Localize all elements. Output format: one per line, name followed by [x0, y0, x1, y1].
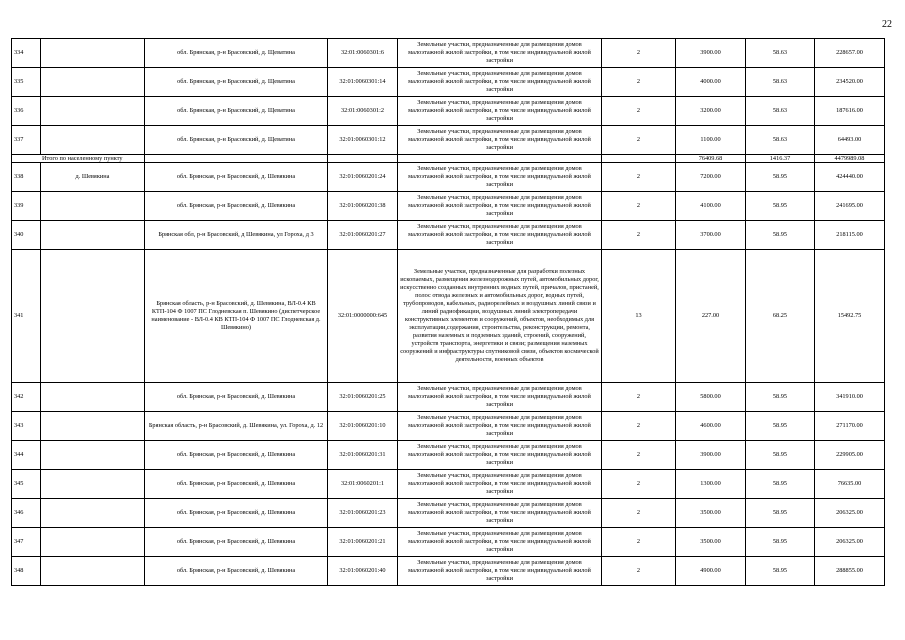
settlement-cell: [41, 250, 145, 383]
land-use-cell: Земельные участки, предназначенные для размещения домов малоэтажной жилой застройки, в том числе индивидуальной жилой застройки: [398, 557, 602, 586]
row-number-cell: 335: [12, 68, 41, 97]
cadastral-value-cell: 206325.00: [815, 528, 885, 557]
group-cell: 2: [602, 192, 676, 221]
settlement-cell: [41, 528, 145, 557]
area-cell: 3700.00: [676, 221, 746, 250]
cadastral-number-cell: 32:01:0060201:1: [328, 470, 398, 499]
row-number-cell: 345: [12, 470, 41, 499]
total-label: Итого по населенному пункту: [12, 155, 145, 163]
table-row: [12, 383, 885, 412]
settlement-cell: [41, 97, 145, 126]
table-body: [12, 39, 885, 586]
cadastral-number-cell: 32:01:0060301:14: [328, 68, 398, 97]
group-cell: 2: [602, 97, 676, 126]
settlement-cell: д. Шевякина: [41, 163, 145, 192]
cadastral-number-cell: 32:01:0060201:31: [328, 441, 398, 470]
area-cell: 1100.00: [676, 126, 746, 155]
area-cell: 3900.00: [676, 441, 746, 470]
group-cell: 2: [602, 383, 676, 412]
total-area-cell: 76409.68: [676, 155, 746, 163]
row-number-cell: 336: [12, 97, 41, 126]
specific-value-cell: 58.63: [746, 126, 815, 155]
cadastral-value-table: [11, 38, 885, 586]
cadastral-value-cell: 341910.00: [815, 383, 885, 412]
land-use-cell: Земельные участки, предназначенные для размещения домов малоэтажной жилой застройки, в том числе индивидуальной жилой застройки: [398, 68, 602, 97]
land-use-cell: Земельные участки, предназначенные для размещения домов малоэтажной жилой застройки, в том числе индивидуальной жилой застройки: [398, 163, 602, 192]
settlement-cell: [41, 441, 145, 470]
address-cell: обл. Брянская, р-н Брасовский, д. Шевякина: [145, 470, 328, 499]
area-cell: 4900.00: [676, 557, 746, 586]
area-cell: 7200.00: [676, 163, 746, 192]
settlement-total-row: [12, 155, 885, 163]
group-cell: 2: [602, 412, 676, 441]
cadastral-number-cell: 32:01:0060301:12: [328, 126, 398, 155]
cadastral-number-cell: 32:01:0060201:27: [328, 221, 398, 250]
address-cell: Брянская область, р-н Брасовский, д. Шевякина, ул. Гороха, д. 12: [145, 412, 328, 441]
table-row: [12, 221, 885, 250]
specific-value-cell: 58.95: [746, 441, 815, 470]
cadastral-number-cell: 32:01:0060201:24: [328, 163, 398, 192]
cadastral-value-cell: 228657.00: [815, 39, 885, 68]
specific-value-cell: 58.95: [746, 557, 815, 586]
cadastral-value-cell: 218115.00: [815, 221, 885, 250]
group-cell: 2: [602, 528, 676, 557]
specific-value-cell: 58.95: [746, 192, 815, 221]
row-number-cell: 343: [12, 412, 41, 441]
land-use-cell: Земельные участки, предназначенные для размещения домов малоэтажной жилой застройки, в том числе индивидуальной жилой застройки: [398, 470, 602, 499]
area-cell: 3200.00: [676, 97, 746, 126]
cadastral-number-cell: 32:01:0060201:23: [328, 499, 398, 528]
group-cell: 2: [602, 163, 676, 192]
table-row: [12, 192, 885, 221]
address-cell: обл. Брянская, р-н Брасовский, д. Шевякина: [145, 383, 328, 412]
address-cell: обл. Брянская, р-н Брасовский, д. Щеватина: [145, 68, 328, 97]
row-number-cell: 338: [12, 163, 41, 192]
settlement-cell: [41, 221, 145, 250]
row-number-cell: 337: [12, 126, 41, 155]
row-number-cell: 344: [12, 441, 41, 470]
land-use-cell: Земельные участки, предназначенные для размещения домов малоэтажной жилой застройки, в том числе индивидуальной жилой застройки: [398, 221, 602, 250]
empty-cell: [145, 155, 328, 163]
area-cell: 4100.00: [676, 192, 746, 221]
empty-cell: [398, 155, 602, 163]
row-number-cell: 340: [12, 221, 41, 250]
land-use-cell: Земельные участки, предназначенные для размещения домов малоэтажной жилой застройки, в том числе индивидуальной жилой застройки: [398, 499, 602, 528]
table-row: [12, 39, 885, 68]
cadastral-value-cell: 424440.00: [815, 163, 885, 192]
group-cell: 2: [602, 499, 676, 528]
area-cell: 5800.00: [676, 383, 746, 412]
cadastral-value-cell: 229905.00: [815, 441, 885, 470]
land-use-cell: Земельные участки, предназначенные для размещения домов малоэтажной жилой застройки, в том числе индивидуальной жилой застройки: [398, 412, 602, 441]
empty-cell: [328, 155, 398, 163]
settlement-cell: [41, 470, 145, 499]
area-cell: 1300.00: [676, 470, 746, 499]
specific-value-cell: 58.95: [746, 383, 815, 412]
total-specific-value-cell: 1416.37: [746, 155, 815, 163]
group-cell: 13: [602, 250, 676, 383]
total-value-cell: 4479989.08: [815, 155, 885, 163]
specific-value-cell: 58.63: [746, 39, 815, 68]
address-cell: обл. Брянская, р-н Брасовский, д. Шевякина: [145, 557, 328, 586]
land-use-cell: Земельные участки, предназначенные для размещения домов малоэтажной жилой застройки, в том числе индивидуальной жилой застройки: [398, 126, 602, 155]
group-cell: 2: [602, 126, 676, 155]
area-cell: 3900.00: [676, 39, 746, 68]
address-cell: обл. Брянская, р-н Брасовский, д. Шевякина: [145, 528, 328, 557]
row-number-cell: 347: [12, 528, 41, 557]
settlement-cell: [41, 383, 145, 412]
table-row: [12, 557, 885, 586]
address-cell: Брянская область, р-н Брасовский, д. Шевякина, ВЛ-0.4 КВ КТП-104 Ф 1007 ПС Глодневская п. Шевякино (диспетчерское наименование - ВЛ-0.4 КВ КТП-104 Ф 1007 ПС Глодневская д. Шевякино): [145, 250, 328, 383]
address-cell: обл. Брянская, р-н Брасовский, д. Шевякина: [145, 192, 328, 221]
land-use-cell: Земельные участки, предназначенные для разработки полезных ископаемых, размещения железнодорожных путей, автомобильных дорог, искусственно созданных внутренних водных путей, причалов, пристаней, полос отвода железных и автомобильных дорог, водных путей, трубопроводов, кабельных, радиорелейных и воздушных линий связи и линий радиофикации, воздушных линий электропередачи конструктивных элементов и сооружений, объектов, необходимых для эксплуатации,содержания, строительства, реконструкции, ремонта, развития наземных и подземных зданий, строений, сооружений, устройств транспорта, энергетики и связи; размещения наземных сооружений и инфраструктуры спутниковой связи, объектов космической деятельности, военных объектов: [398, 250, 602, 383]
specific-value-cell: 58.63: [746, 68, 815, 97]
cadastral-value-cell: 187616.00: [815, 97, 885, 126]
address-cell: Брянская обл, р-н Брасовский, д Шевякина, ул Гороха, д 3: [145, 221, 328, 250]
page-number: 22: [882, 19, 892, 30]
settlement-cell: [41, 68, 145, 97]
address-cell: обл. Брянская, р-н Брасовский, д. Шевякина: [145, 499, 328, 528]
specific-value-cell: 58.95: [746, 412, 815, 441]
area-cell: 3500.00: [676, 528, 746, 557]
cadastral-number-cell: 32:01:0060201:25: [328, 383, 398, 412]
empty-cell: [602, 155, 676, 163]
table-row: [12, 528, 885, 557]
address-cell: обл. Брянская, р-н Брасовский, д. Щеватина: [145, 97, 328, 126]
specific-value-cell: 58.63: [746, 97, 815, 126]
land-use-cell: Земельные участки, предназначенные для размещения домов малоэтажной жилой застройки, в том числе индивидуальной жилой застройки: [398, 39, 602, 68]
cadastral-number-cell: 32:01:0060201:21: [328, 528, 398, 557]
group-cell: 2: [602, 39, 676, 68]
cadastral-number-cell: 32:01:0060201:40: [328, 557, 398, 586]
settlement-cell: [41, 192, 145, 221]
settlement-cell: [41, 557, 145, 586]
address-cell: обл. Брянская, р-н Брасовский, д. Щеватина: [145, 126, 328, 155]
area-cell: 4600.00: [676, 412, 746, 441]
table-row: [12, 441, 885, 470]
table-row: [12, 470, 885, 499]
land-use-cell: Земельные участки, предназначенные для размещения домов малоэтажной жилой застройки, в том числе индивидуальной жилой застройки: [398, 528, 602, 557]
settlement-cell: [41, 126, 145, 155]
group-cell: 2: [602, 557, 676, 586]
area-cell: 3500.00: [676, 499, 746, 528]
cadastral-value-cell: 271170.00: [815, 412, 885, 441]
table-row: [12, 499, 885, 528]
row-number-cell: 346: [12, 499, 41, 528]
address-cell: обл. Брянская, р-н Брасовский, д. Шевякина: [145, 163, 328, 192]
address-cell: обл. Брянская, р-н Брасовский, д. Щеватина: [145, 39, 328, 68]
row-number-cell: 339: [12, 192, 41, 221]
cadastral-number-cell: 32:01:0060301:6: [328, 39, 398, 68]
table-row: [12, 412, 885, 441]
row-number-cell: 341: [12, 250, 41, 383]
cadastral-number-cell: 32:01:0000000:645: [328, 250, 398, 383]
land-use-cell: Земельные участки, предназначенные для размещения домов малоэтажной жилой застройки, в том числе индивидуальной жилой застройки: [398, 383, 602, 412]
cadastral-value-cell: 76635.00: [815, 470, 885, 499]
area-cell: 227.00: [676, 250, 746, 383]
cadastral-value-cell: 241695.00: [815, 192, 885, 221]
table-row: [12, 68, 885, 97]
cadastral-value-cell: 206325.00: [815, 499, 885, 528]
specific-value-cell: 58.95: [746, 528, 815, 557]
specific-value-cell: 58.95: [746, 163, 815, 192]
group-cell: 2: [602, 221, 676, 250]
table-row: [12, 126, 885, 155]
land-use-cell: Земельные участки, предназначенные для размещения домов малоэтажной жилой застройки, в том числе индивидуальной жилой застройки: [398, 97, 602, 126]
table-row: [12, 163, 885, 192]
row-number-cell: 334: [12, 39, 41, 68]
cadastral-value-cell: 234520.00: [815, 68, 885, 97]
cadastral-number-cell: 32:01:0060301:2: [328, 97, 398, 126]
specific-value-cell: 58.95: [746, 470, 815, 499]
row-number-cell: 348: [12, 557, 41, 586]
group-cell: 2: [602, 441, 676, 470]
specific-value-cell: 58.95: [746, 221, 815, 250]
cadastral-value-cell: 288855.00: [815, 557, 885, 586]
group-cell: 2: [602, 68, 676, 97]
row-number-cell: 342: [12, 383, 41, 412]
settlement-cell: [41, 39, 145, 68]
land-use-cell: Земельные участки, предназначенные для размещения домов малоэтажной жилой застройки, в том числе индивидуальной жилой застройки: [398, 441, 602, 470]
cadastral-value-cell: 64493.00: [815, 126, 885, 155]
address-cell: обл. Брянская, р-н Брасовский, д. Шевякина: [145, 441, 328, 470]
settlement-cell: [41, 412, 145, 441]
group-cell: 2: [602, 470, 676, 499]
specific-value-cell: 68.25: [746, 250, 815, 383]
specific-value-cell: 58.95: [746, 499, 815, 528]
cadastral-number-cell: 32:01:0060201:38: [328, 192, 398, 221]
land-use-cell: Земельные участки, предназначенные для размещения домов малоэтажной жилой застройки, в том числе индивидуальной жилой застройки: [398, 192, 602, 221]
table-row: [12, 250, 885, 383]
cadastral-value-cell: 15492.75: [815, 250, 885, 383]
settlement-cell: [41, 499, 145, 528]
cadastral-number-cell: 32:01:0060201:10: [328, 412, 398, 441]
area-cell: 4000.00: [676, 68, 746, 97]
table-row: [12, 97, 885, 126]
